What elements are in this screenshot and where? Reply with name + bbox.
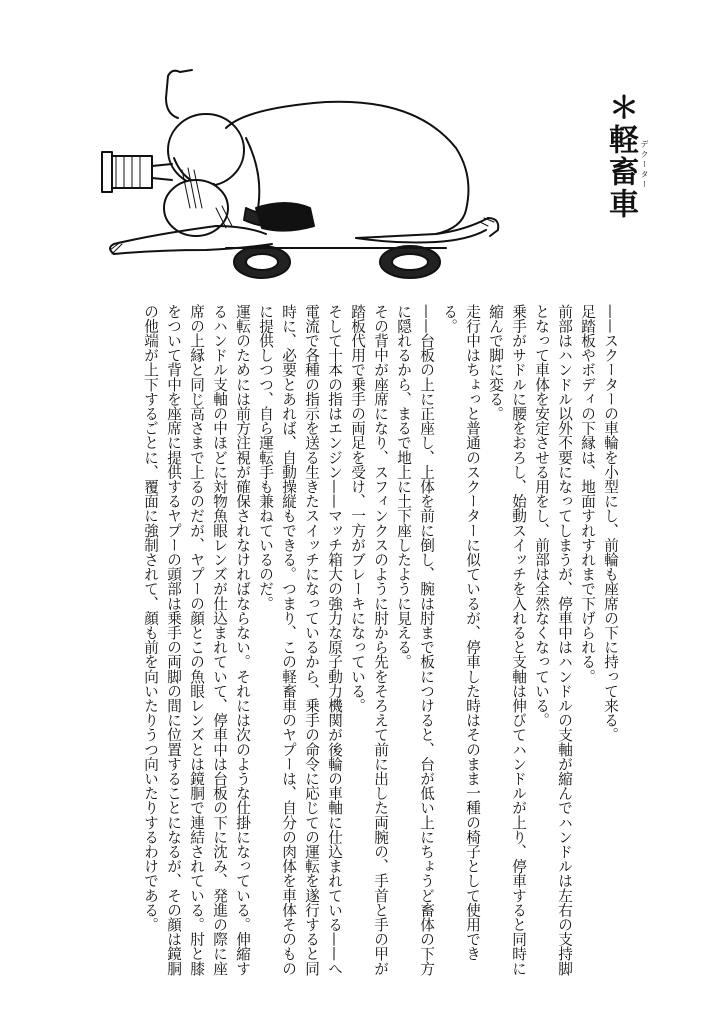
scooter-figure-illustration — [96, 58, 506, 290]
paragraph: 前部はハンドル以外不要になってしまうが、停車中はハンドルの支軸が縮んでハンドルは左右の支持脚となって車体を安定させる用をし、前部は全然なくなっている。 — [533, 304, 573, 976]
heading-ruby: デクーター — [640, 140, 649, 190]
paragraph: 乗手がサドルに腰をおろし、始動スイッチを入れると支軸は伸びてハンドルが上り、停車すると同時に縮んで脚に変る。 — [487, 304, 527, 976]
paragraph: 運転のためには前方注視が確保されなければならない。それには次のような仕掛になっている。伸縮するハンドル支軸の中ほどに対物魚眼レンズが仕込まれていて、停車中は台板の下に沈み、発進の際に座席の上縁と同じ高さまで上るのだが、ヤプーの顔とこの魚眼レンズとは鏡胴で連結されている。肘と膝をついて背中を座席に提供するヤプーの頭部は乗手の両脚の間に位置することになるが、その顔は鏡胴の他端が上下するごとに、覆面に強制されて、顔も前を向いたりうつ向いたりするわけである。 — [142, 304, 251, 976]
heading-title: ＊軽畜車 — [603, 92, 638, 220]
paragraph: ——台板の上に正座し、上体を前に倒し、腕は肘まで板につけると、台が低い上にちょうど畜体の下方に隠れるから、まるで地上に土下座したように見える。 — [395, 304, 435, 976]
body-text — [78, 304, 622, 984]
paragraph: その背中が座席になり、スフィンクスのように肘から先をそろえて前に出した両腕の、手首と手の甲が踏板代用で乗手の両足を受け、一方がブレーキになっている。 — [349, 304, 389, 976]
section-heading — [596, 92, 649, 292]
paragraph: 足踏板やボディの下縁は、地面すれすれまで下げられる。 — [579, 304, 596, 684]
paragraph: 走行中はちょっと普通のスクーターに似ているが、停車した時はそのまま一種の椅子として使用できる。 — [441, 304, 481, 961]
paragraph: ——スクーターの車輪を小型にし、前輪も座席の下に持って来る。 — [602, 304, 619, 742]
paragraph: そして十本の指はエンジン——マッチ箱大の強力な原子動力機関が後輪の車軸に仕込まれている——へ電流で各種の指示を送る生きたスイッチになっているから、乗手の命令に応じての運転を遂行すると同時に、必要とあれば、自動操縦もできる。つまり、この軽畜車のヤプーは、自分の肉体を車体そのものに提供しつつ、自ら運転手も兼ねているのだ。 — [257, 304, 343, 976]
